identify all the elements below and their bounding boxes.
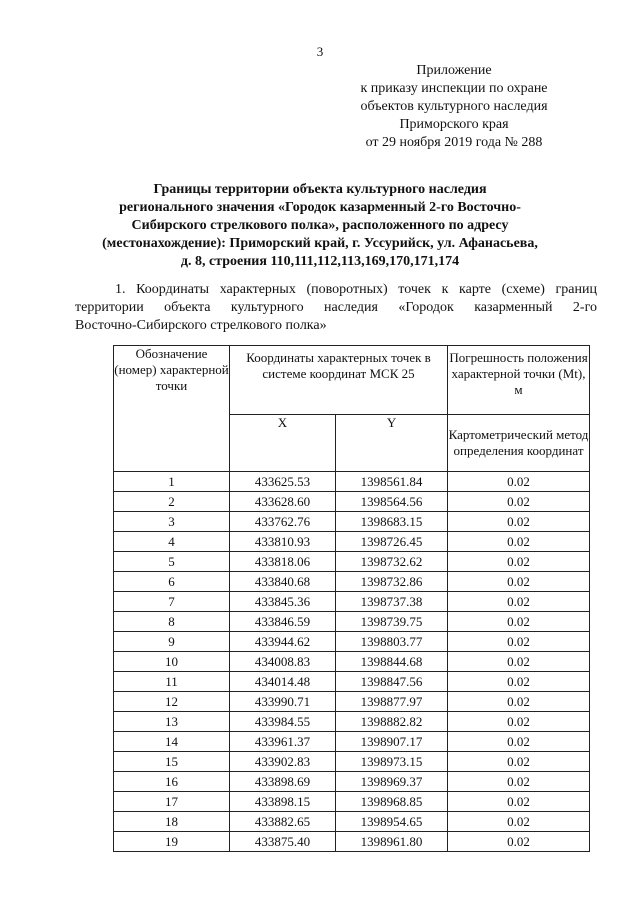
table-row bbox=[114, 732, 590, 752]
x-cell: 433810.93 bbox=[230, 532, 336, 552]
error-cell: 0.02 bbox=[448, 652, 590, 672]
y-cell: 1398803.77 bbox=[336, 632, 448, 652]
table-row bbox=[114, 752, 590, 772]
error-cell: 0.02 bbox=[448, 812, 590, 832]
document-title bbox=[60, 181, 580, 271]
y-cell: 1398847.56 bbox=[336, 672, 448, 692]
appendix-line: к приказу инспекции по охране bbox=[360, 81, 548, 96]
x-cell: 433984.55 bbox=[230, 712, 336, 732]
table-row bbox=[114, 712, 590, 732]
error-cell: 0.02 bbox=[448, 712, 590, 732]
x-cell: 433818.06 bbox=[230, 552, 336, 572]
point-number-cell: 4 bbox=[114, 532, 230, 552]
x-cell: 433846.59 bbox=[230, 612, 336, 632]
y-cell: 1398969.37 bbox=[336, 772, 448, 792]
error-cell: 0.02 bbox=[448, 752, 590, 772]
error-cell: 0.02 bbox=[448, 832, 590, 852]
y-cell: 1398732.86 bbox=[336, 572, 448, 592]
error-cell: 0.02 bbox=[448, 772, 590, 792]
y-cell: 1398973.15 bbox=[336, 752, 448, 772]
header-point-number: Обозначение (номер) характерной точки bbox=[114, 346, 230, 472]
paragraph-line: Восточно-Сибирского стрелкового полка» bbox=[75, 318, 327, 333]
error-cell: 0.02 bbox=[448, 672, 590, 692]
error-cell: 0.02 bbox=[448, 692, 590, 712]
point-number-cell: 17 bbox=[114, 792, 230, 812]
point-number-cell: 12 bbox=[114, 692, 230, 712]
point-number-cell: 14 bbox=[114, 732, 230, 752]
y-cell: 1398683.15 bbox=[336, 512, 448, 532]
error-cell: 0.02 bbox=[448, 512, 590, 532]
point-number-cell: 13 bbox=[114, 712, 230, 732]
error-cell: 0.02 bbox=[448, 792, 590, 812]
point-number-cell: 15 bbox=[114, 752, 230, 772]
table-row bbox=[114, 532, 590, 552]
point-number-cell: 11 bbox=[114, 672, 230, 692]
table-body bbox=[114, 472, 590, 852]
y-cell: 1398877.97 bbox=[336, 692, 448, 712]
error-cell: 0.02 bbox=[448, 532, 590, 552]
y-cell: 1398739.75 bbox=[336, 612, 448, 632]
x-cell: 433840.68 bbox=[230, 572, 336, 592]
appendix-line: Приложение bbox=[416, 63, 492, 78]
header-x: X bbox=[230, 415, 336, 472]
point-number-cell: 1 bbox=[114, 472, 230, 492]
x-cell: 433902.83 bbox=[230, 752, 336, 772]
table-row bbox=[114, 572, 590, 592]
x-cell: 433944.62 bbox=[230, 632, 336, 652]
x-cell: 433625.53 bbox=[230, 472, 336, 492]
header-coordinates: Координаты характерных точек в системе координат МСК 25 bbox=[230, 346, 448, 415]
error-cell: 0.02 bbox=[448, 612, 590, 632]
y-cell: 1398954.65 bbox=[336, 812, 448, 832]
error-cell: 0.02 bbox=[448, 472, 590, 492]
title-line: д. 8, строения 110,111,112,113,169,170,171,174 bbox=[180, 254, 460, 269]
appendix-line: объектов культурного наследия bbox=[360, 99, 548, 114]
table-row bbox=[114, 552, 590, 572]
x-cell: 433990.71 bbox=[230, 692, 336, 712]
point-number-cell: 19 bbox=[114, 832, 230, 852]
point-number-cell: 10 bbox=[114, 652, 230, 672]
error-cell: 0.02 bbox=[448, 632, 590, 652]
table-row bbox=[114, 592, 590, 612]
error-cell: 0.02 bbox=[448, 552, 590, 572]
y-cell: 1398968.85 bbox=[336, 792, 448, 812]
appendix-line: Приморского края bbox=[399, 117, 509, 132]
x-cell: 433628.60 bbox=[230, 492, 336, 512]
y-cell: 1398961.80 bbox=[336, 832, 448, 852]
x-cell: 433875.40 bbox=[230, 832, 336, 852]
x-cell: 434014.48 bbox=[230, 672, 336, 692]
title-line: (местонахождение): Приморский край, г. Уссурийск, ул. Афанасьева, bbox=[102, 236, 538, 251]
y-cell: 1398726.45 bbox=[336, 532, 448, 552]
y-cell: 1398844.68 bbox=[336, 652, 448, 672]
table-row bbox=[114, 692, 590, 712]
error-cell: 0.02 bbox=[448, 492, 590, 512]
x-cell: 433961.37 bbox=[230, 732, 336, 752]
point-number-cell: 16 bbox=[114, 772, 230, 792]
header-y: Y bbox=[336, 415, 448, 472]
point-number-cell: 7 bbox=[114, 592, 230, 612]
y-cell: 1398737.38 bbox=[336, 592, 448, 612]
y-cell: 1398882.82 bbox=[336, 712, 448, 732]
point-number-cell: 2 bbox=[114, 492, 230, 512]
table-row bbox=[114, 492, 590, 512]
table-row bbox=[114, 832, 590, 852]
y-cell: 1398907.17 bbox=[336, 732, 448, 752]
point-number-cell: 6 bbox=[114, 572, 230, 592]
error-cell: 0.02 bbox=[448, 732, 590, 752]
table-row bbox=[114, 772, 590, 792]
appendix-header bbox=[330, 62, 578, 152]
y-cell: 1398732.62 bbox=[336, 552, 448, 572]
header-method: Картометрический метод определения координат bbox=[448, 415, 590, 472]
x-cell: 433845.36 bbox=[230, 592, 336, 612]
error-cell: 0.02 bbox=[448, 572, 590, 592]
title-line: Границы территории объекта культурного наследия bbox=[153, 182, 487, 197]
appendix-line: от 29 ноября 2019 года № 288 bbox=[365, 135, 543, 150]
point-number-cell: 9 bbox=[114, 632, 230, 652]
x-cell: 433882.65 bbox=[230, 812, 336, 832]
error-cell: 0.02 bbox=[448, 592, 590, 612]
y-cell: 1398561.84 bbox=[336, 472, 448, 492]
point-number-cell: 3 bbox=[114, 512, 230, 532]
page-number: 3 bbox=[316, 44, 324, 59]
coordinates-table bbox=[113, 345, 590, 852]
header-error: Погрешность положения характерной точки (Mt), м bbox=[448, 346, 590, 415]
table-row bbox=[114, 792, 590, 812]
y-cell: 1398564.56 bbox=[336, 492, 448, 512]
x-cell: 434008.83 bbox=[230, 652, 336, 672]
point-number-cell: 5 bbox=[114, 552, 230, 572]
paragraph-line: территории объекта культурного наследия «Городок казарменный 2-го bbox=[75, 300, 597, 315]
table-row bbox=[114, 652, 590, 672]
table-row bbox=[114, 812, 590, 832]
table-row bbox=[114, 512, 590, 532]
point-number-cell: 8 bbox=[114, 612, 230, 632]
paragraph-line: 1. Координаты характерных (поворотных) точек к карте (схеме) границ bbox=[115, 282, 597, 297]
section-paragraph bbox=[75, 281, 597, 335]
table-row bbox=[114, 612, 590, 632]
x-cell: 433898.15 bbox=[230, 792, 336, 812]
x-cell: 433762.76 bbox=[230, 512, 336, 532]
table-row bbox=[114, 632, 590, 652]
title-line: Сибирского стрелкового полка», расположенного по адресу bbox=[131, 218, 509, 233]
table-row bbox=[114, 672, 590, 692]
point-number-cell: 18 bbox=[114, 812, 230, 832]
title-line: регионального значения «Городок казарменный 2-го Восточно- bbox=[119, 200, 521, 215]
x-cell: 433898.69 bbox=[230, 772, 336, 792]
table-row bbox=[114, 472, 590, 492]
